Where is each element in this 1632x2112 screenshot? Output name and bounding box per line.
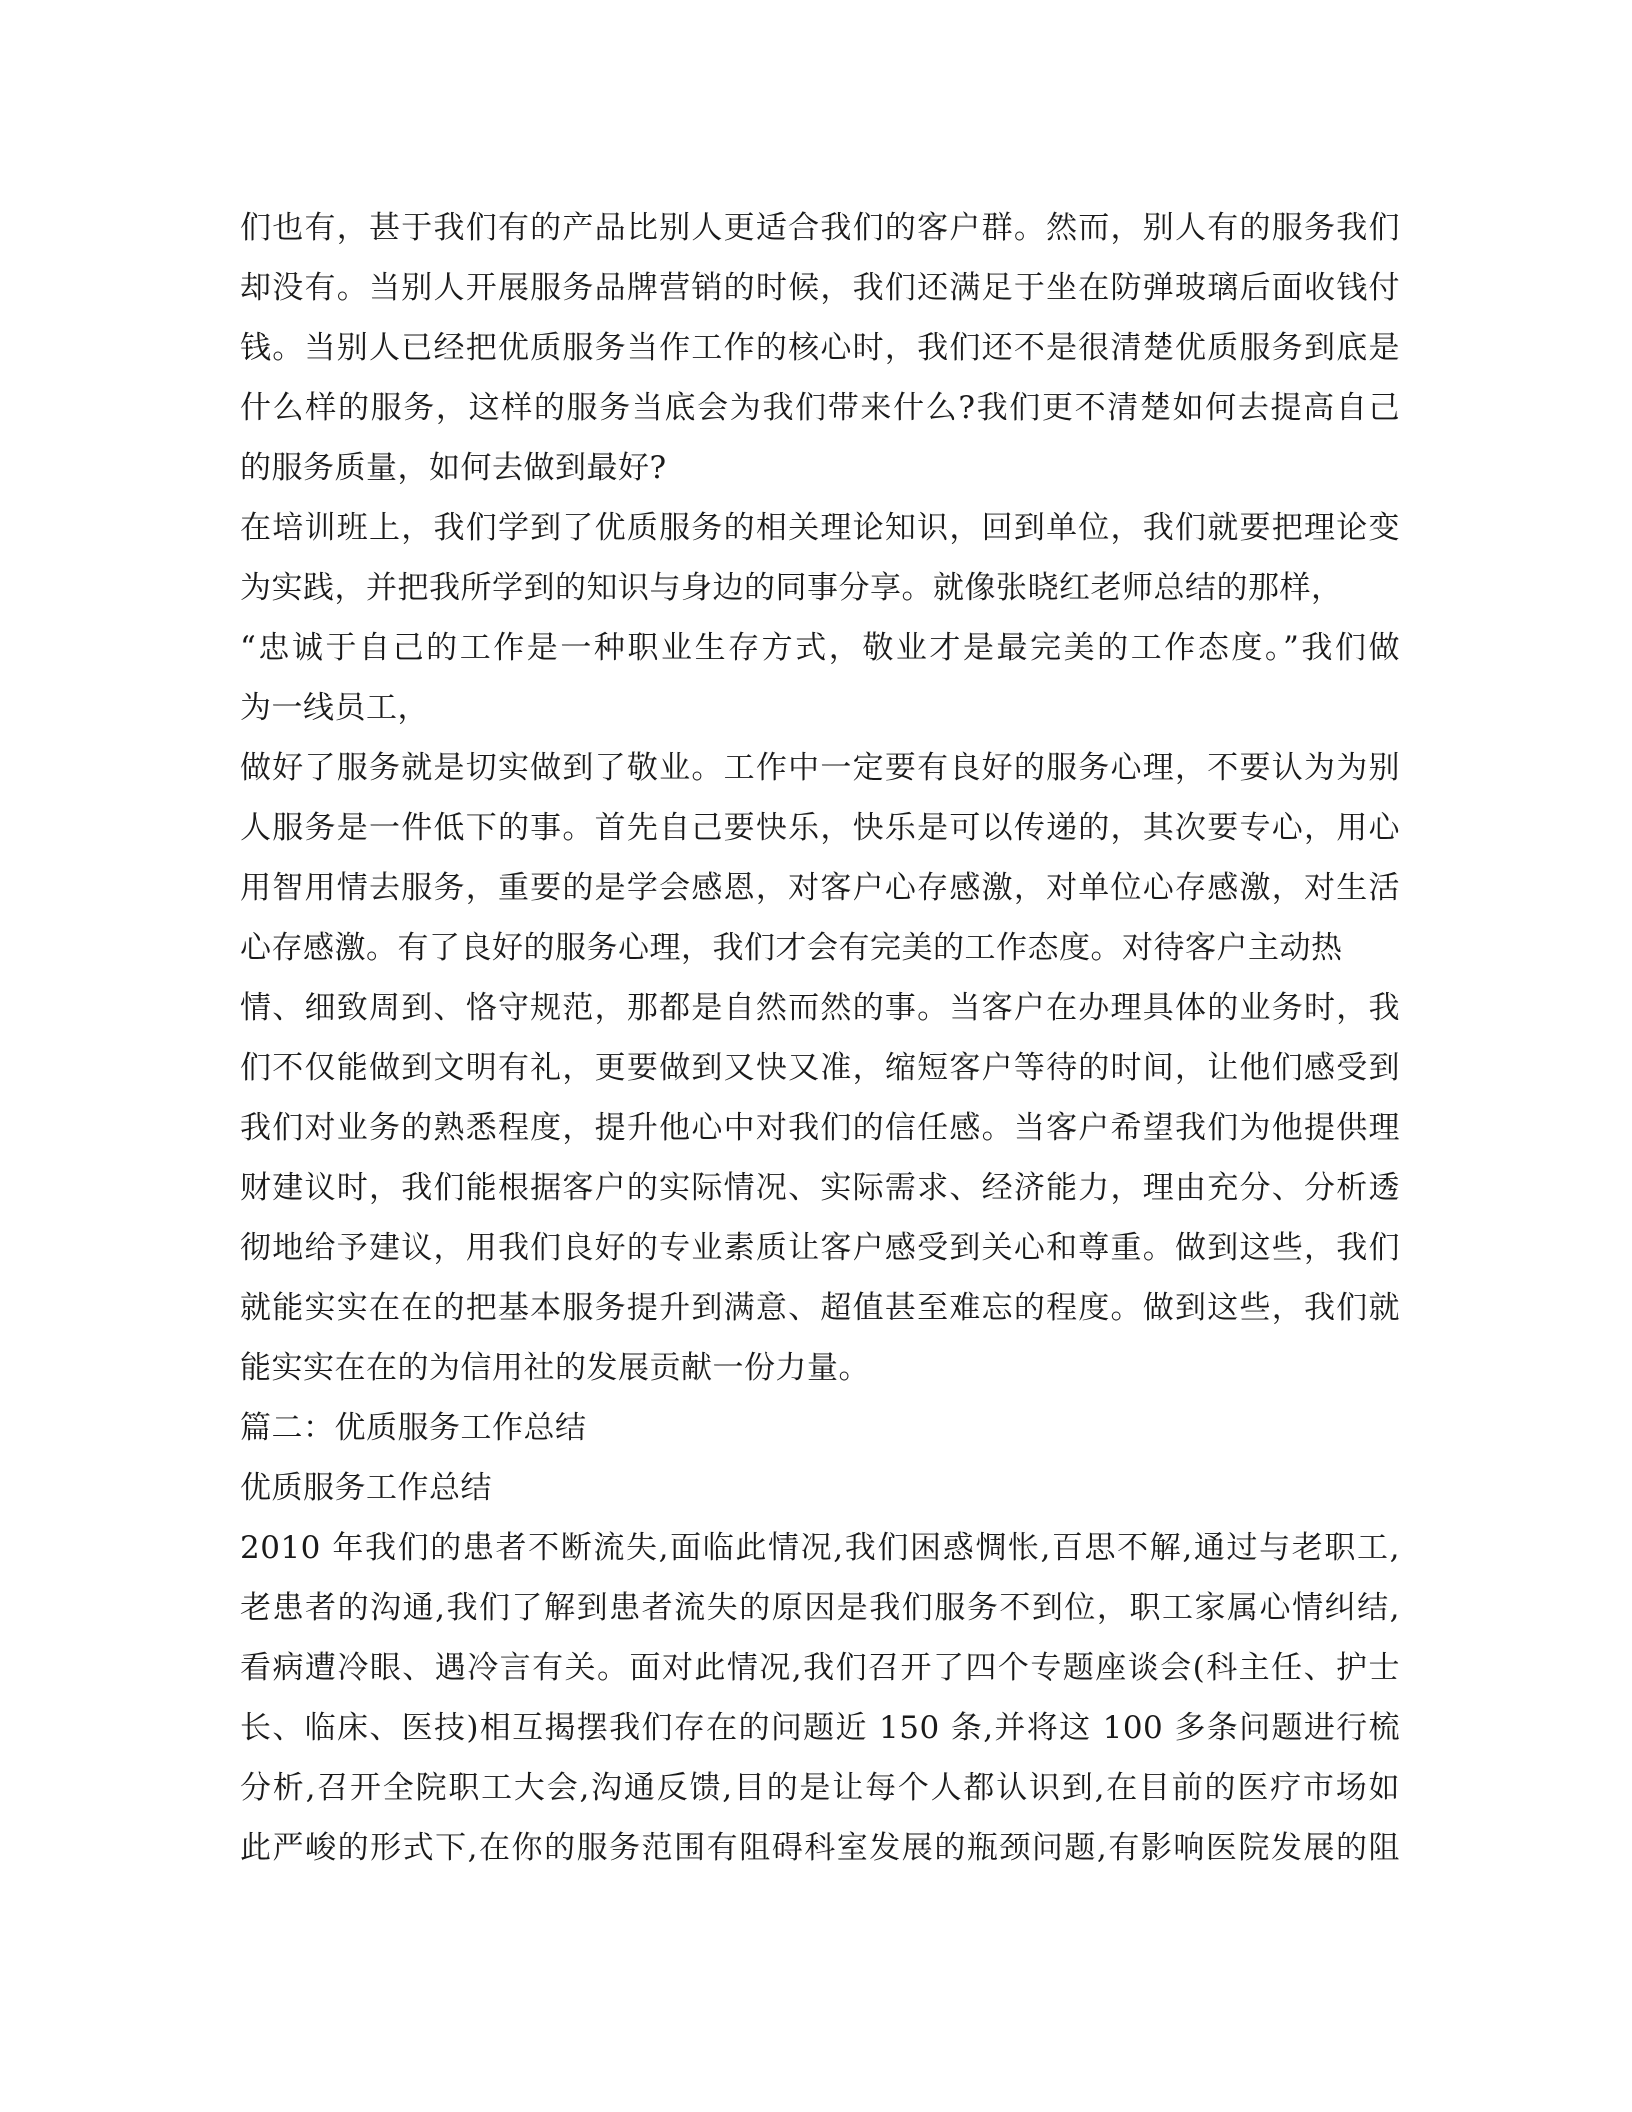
text-line: 心存感激。有了良好的服务心理，我们才会有完美的工作态度。对待客户主动热 [240, 930, 1343, 966]
text-line: 的服务质量，如何去做到最好? [240, 450, 667, 486]
text-line: 此严峻的形式下,在你的服务范围有阻碍科室发展的瓶颈问题,有影响医院发展的阻 [240, 1830, 1400, 1866]
text-line: 长、临床、医技)相互揭摆我们存在的问题近 150 条,并将这 100 多条问题进行梳 [240, 1710, 1400, 1746]
text-line: 为一线员工， [240, 690, 429, 726]
text-line: 篇二：优质服务工作总结 [240, 1410, 587, 1446]
text-line: 财建议时，我们能根据客户的实际情况、实际需求、经济能力，理由充分、分析透 [240, 1170, 1400, 1206]
text-line: 老患者的沟通,我们了解到患者流失的原因是我们服务不到位，职工家属心情纠结, [240, 1590, 1400, 1626]
text-line: 却没有。当别人开展服务品牌营销的时候，我们还满足于坐在防弹玻璃后面收钱付 [240, 270, 1400, 306]
text-line: 人服务是一件低下的事。首先自己要快乐，快乐是可以传递的，其次要专心，用心 [240, 810, 1400, 846]
text-line: 情、细致周到、恪守规范，那都是自然而然的事。当客户在办理具体的业务时，我 [240, 990, 1400, 1026]
text-line: 为实践，并把我所学到的知识与身边的同事分享。就像张晓红老师总结的那样， [240, 570, 1343, 606]
text-line: 们也有，甚于我们有的产品比别人更适合我们的客户群。然而，别人有的服务我们 [240, 210, 1400, 246]
text-line: “忠诚于自己的工作是一种职业生存方式，敬业才是最完美的工作态度。”我们做 [240, 630, 1400, 666]
text-line: 什么样的服务，这样的服务当底会为我们带来什么?我们更不清楚如何去提高自己 [240, 390, 1400, 426]
text-line: 优质服务工作总结 [240, 1470, 492, 1506]
text-line: 钱。当别人已经把优质服务当作工作的核心时，我们还不是很清楚优质服务到底是 [240, 330, 1400, 366]
text-line: 们不仅能做到文明有礼，更要做到又快又准，缩短客户等待的时间，让他们感受到 [240, 1050, 1400, 1086]
text-line: 用智用情去服务，重要的是学会感恩，对客户心存感激，对单位心存感激，对生活 [240, 870, 1400, 906]
text-line: 彻地给予建议，用我们良好的专业素质让客户感受到关心和尊重。做到这些，我们 [240, 1230, 1400, 1266]
text-line: 2010 年我们的患者不断流失,面临此情况,我们困惑惆怅,百思不解,通过与老职工, [240, 1530, 1400, 1566]
text-line: 看病遭冷眼、遇冷言有关。面对此情况,我们召开了四个专题座谈会(科主任、护士 [240, 1650, 1400, 1686]
text-line: 在培训班上，我们学到了优质服务的相关理论知识，回到单位，我们就要把理论变 [240, 510, 1400, 546]
text-line: 能实实在在的为信用社的发展贡献一份力量。 [240, 1350, 870, 1386]
text-line: 我们对业务的熟悉程度，提升他心中对我们的信任感。当客户希望我们为他提供理 [240, 1110, 1400, 1146]
text-line: 分析,召开全院职工大会,沟通反馈,目的是让每个人都认识到,在目前的医疗市场如 [240, 1770, 1400, 1806]
text-line: 做好了服务就是切实做到了敬业。工作中一定要有良好的服务心理，不要认为为别 [240, 750, 1400, 786]
body-text [240, 198, 1400, 1878]
text-line: 就能实实在在的把基本服务提升到满意、超值甚至难忘的程度。做到这些，我们就 [240, 1290, 1400, 1326]
